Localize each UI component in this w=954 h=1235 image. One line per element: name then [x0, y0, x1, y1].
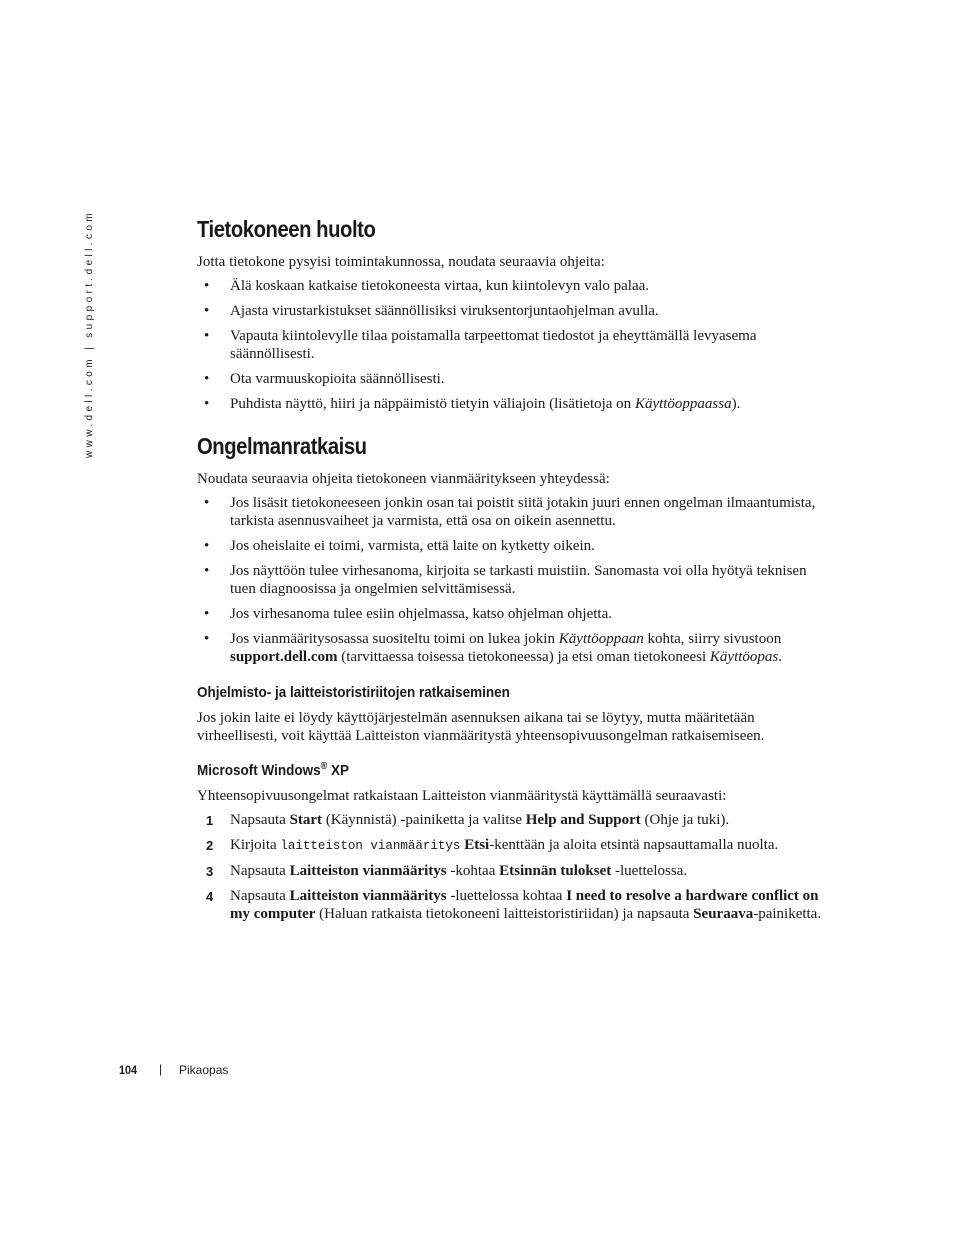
- step-item: 4 Napsauta Laitteiston vianmääritys -luettelossa kohtaa I need to resolve a hardware conflict on my computer (Haluan ratkaista tietokoneeni laitteistoristiriidan) ja napsauta Seuraava-painiketta.: [206, 888, 822, 922]
- heading-ongelmanratkaisu: Ongelmanratkaisu: [197, 433, 367, 459]
- list-item: • Jos vianmääritysosassa suositeltu toimi on lukea jokin Käyttöoppaan kohta, siirry sivustoon support.dell.com (tarvittaessa toisessa tietokoneessa) ja etsi oman tietokoneesi Käyttöopas.: [197, 630, 827, 666]
- footer-section-title: Pikaopas: [179, 1063, 229, 1077]
- list-item: • Puhdista näyttö, hiiri ja näppäimistö tietyin väliajoin (lisätietoja on Käyttöoppaassa).: [197, 395, 827, 413]
- step-item: 1 Napsauta Start (Käynnistä) -painiketta ja valitse Help and Support (Ohje ja tuki).: [206, 812, 730, 828]
- list-item: • Jos virhesanoma tulee esiin ohjelmassa, katso ohjelman ohjetta.: [197, 605, 827, 623]
- maintenance-list: [197, 277, 827, 413]
- support-link[interactable]: support.dell.com: [230, 649, 338, 665]
- paragraph-troubleshooting-intro: Noudata seuraavia ohjeita tietokoneen vianmääritykseen yhteydessä:: [197, 471, 610, 487]
- paragraph-conflicts: Jos jokin laite ei löydy käyttöjärjestelmän asennuksen aikana tai se löytyy, mutta määritetään virheellisesti, voit käyttää Laitteiston vianmääritystä yhteensopivuusongelman ratkaisemiseen.: [197, 710, 765, 744]
- steps-list: [197, 811, 827, 923]
- troubleshooting-list: [197, 494, 827, 666]
- step-item: 3 Napsauta Laitteiston vianmääritys -kohtaa Etsinnän tulokset -luettelossa.: [206, 863, 688, 879]
- list-item: • Ota varmuuskopioita säännöllisesti.: [197, 370, 827, 388]
- list-item: • Jos lisäsit tietokoneeseen jonkin osan tai poistit siitä jotakin juuri ennen ongelman ilmaantumista, tarkista asennusvaiheet ja varmista, että osa on oikein asennettu.: [197, 494, 827, 530]
- list-item: • Jos näyttöön tulee virhesanoma, kirjoita se tarkasti muistiin. Sanomasta voi olla hyötyä teknisen tuen diagnoosissa ja ongelmien selvittämisessä.: [197, 562, 827, 598]
- side-url: www.dell.com | support.dell.com: [84, 209, 95, 458]
- heading-windows-xp: Microsoft Windows® XP: [197, 761, 350, 779]
- heading-conflicts: Ohjelmisto- ja laitteistoristiriitojen ratkaiseminen: [197, 684, 510, 701]
- paragraph-windows-intro: Yhteensopivuusongelmat ratkaistaan Laitteiston vianmääritystä käyttämällä seuraavasti:: [197, 788, 727, 804]
- list-item: • Jos oheislaite ei toimi, varmista, että laite on kytketty oikein.: [197, 537, 827, 555]
- footer-separator: |: [159, 1062, 163, 1076]
- paragraph-maintenance-intro: Jotta tietokone pysyisi toimintakunnossa, noudata seuraavia ohjeita:: [197, 254, 605, 270]
- list-item: • Älä koskaan katkaise tietokoneesta virtaa, kun kiintolevyn valo palaa.: [197, 277, 827, 295]
- step-item: 2 Kirjoita laitteiston vianmääritys Etsi-kenttään ja aloita etsintä napsauttamalla nuolta.: [206, 837, 779, 853]
- list-item: • Ajasta virustarkistukset säännöllisiksi viruksentorjuntaohjelman avulla.: [197, 302, 827, 320]
- page-content: [197, 216, 827, 930]
- page-footer: [119, 1062, 229, 1077]
- list-item: • Vapauta kiintolevylle tilaa poistamalla tarpeettomat tiedostot ja eheyttämällä levyasema säännöllisesti.: [197, 327, 827, 363]
- heading-tietokoneen-huolto: Tietokoneen huolto: [197, 216, 376, 242]
- page-number: 104: [119, 1063, 138, 1077]
